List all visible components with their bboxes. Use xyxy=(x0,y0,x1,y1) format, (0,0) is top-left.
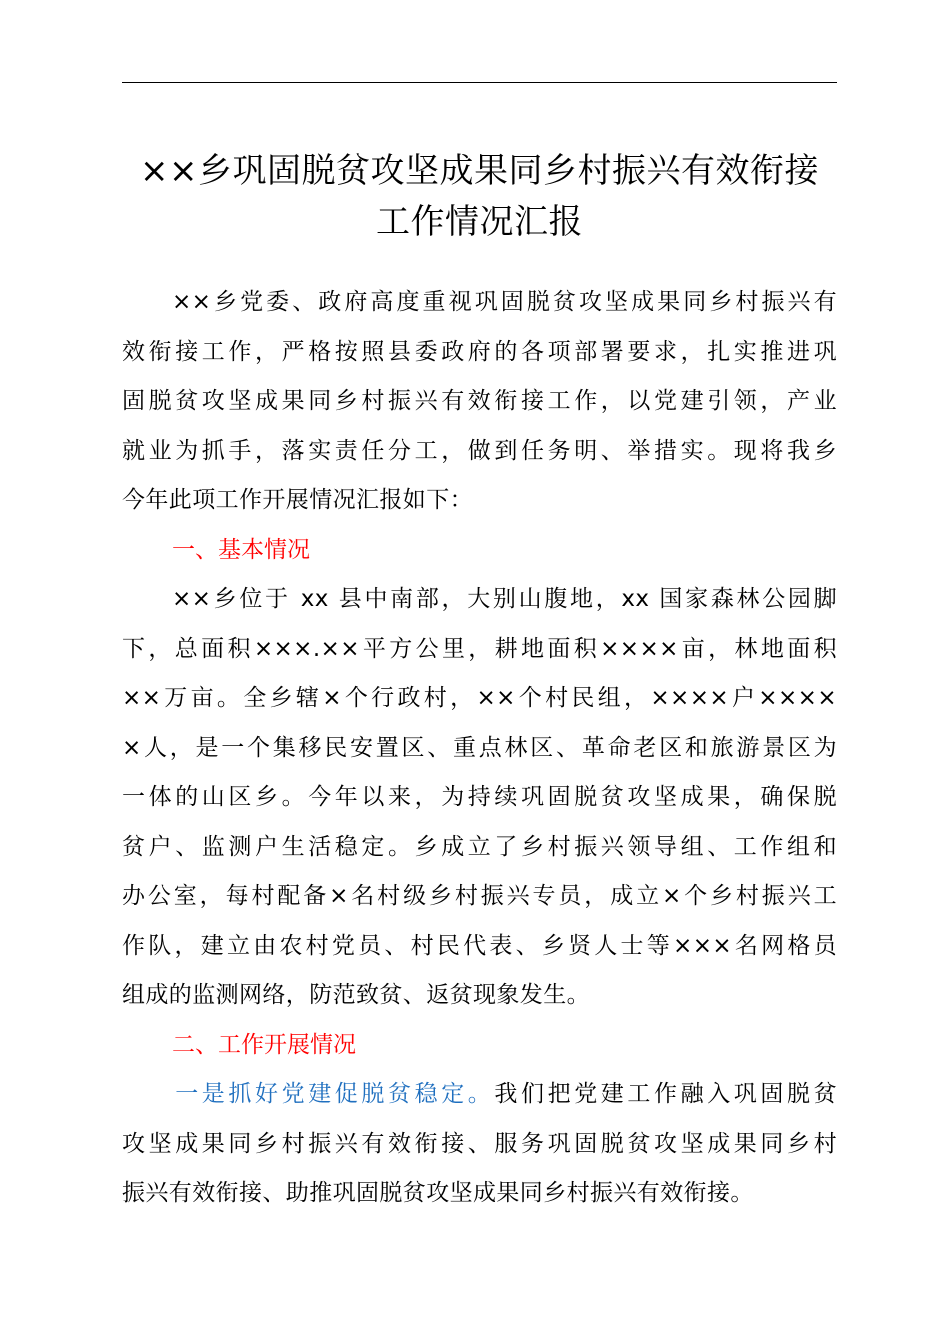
basic-info-paragraph xyxy=(122,575,837,1021)
paragraph-line: 贫户、监测户生活稳定。乡成立了乡村振兴领导组、工作组和 xyxy=(122,833,837,860)
title-line-2: 工作情况汇报 xyxy=(376,202,583,242)
title-line-1: ××乡巩固脱贫攻坚成果同乡村振兴有效衔接 xyxy=(140,151,819,191)
document-title xyxy=(122,146,837,248)
paragraph-line: ××乡位于 xx 县中南部，大别山腹地，xx 国家森林公园脚 xyxy=(172,586,837,612)
paragraph-line: 效衔接工作，严格按照县委政府的各项部署要求，扎实推进巩 xyxy=(122,338,837,365)
section-heading-work: 二、工作开展情况 xyxy=(172,1031,356,1058)
intro-paragraph xyxy=(122,278,837,526)
paragraph-line: 一体的山区乡。今年以来，为持续巩固脱贫攻坚成果，确保脱 xyxy=(122,784,837,810)
paragraph-line: ××万亩。全乡辖×个行政村，××个村民组，××××户×××× xyxy=(122,685,837,711)
work-paragraph xyxy=(122,1070,837,1219)
paragraph-line: 办公室，每村配备×名村级乡村振兴专员，成立×个乡村振兴工 xyxy=(122,883,837,909)
paragraph-line: 固脱贫攻坚成果同乡村振兴有效衔接工作，以党建引领，产业 xyxy=(122,388,837,414)
paragraph-line: 下，总面积×××.××平方公里，耕地面积××××亩，林地面积 xyxy=(122,635,837,662)
emphasis-lead: 一是抓好党建促脱贫稳定。 xyxy=(172,1081,495,1107)
paragraph-line: ×人，是一个集移民安置区、重点林区、革命老区和旅游景区为 xyxy=(122,734,837,761)
paragraph-line: 攻坚成果同乡村振兴有效衔接、服务巩固脱贫攻坚成果同乡村 xyxy=(122,1130,837,1157)
paragraph-line: ××乡党委、政府高度重视巩固脱贫攻坚成果同乡村振兴有 xyxy=(172,289,837,315)
paragraph-line: 就业为抓手，落实责任分工，做到任务明、举措实。现将我乡 xyxy=(122,437,837,464)
paragraph-line: 今年此项工作开展情况汇报如下： xyxy=(122,487,473,513)
document-body xyxy=(122,278,837,1219)
section-heading-basic: 一、基本情况 xyxy=(172,536,310,563)
header-rule xyxy=(122,82,837,83)
paragraph-line: 一是抓好党建促脱贫稳定。我们把党建工作融入巩固脱贫 xyxy=(172,1081,837,1107)
paragraph-line: 作队，建立由农村党员、村民代表、乡贤人士等×××名网格员 xyxy=(122,932,837,959)
paragraph-line: 振兴有效衔接、助推巩固脱贫攻坚成果同乡村振兴有效衔接。 xyxy=(122,1180,754,1206)
paragraph-line: 组成的监测网络，防范致贫、返贫现象发生。 xyxy=(122,982,590,1008)
